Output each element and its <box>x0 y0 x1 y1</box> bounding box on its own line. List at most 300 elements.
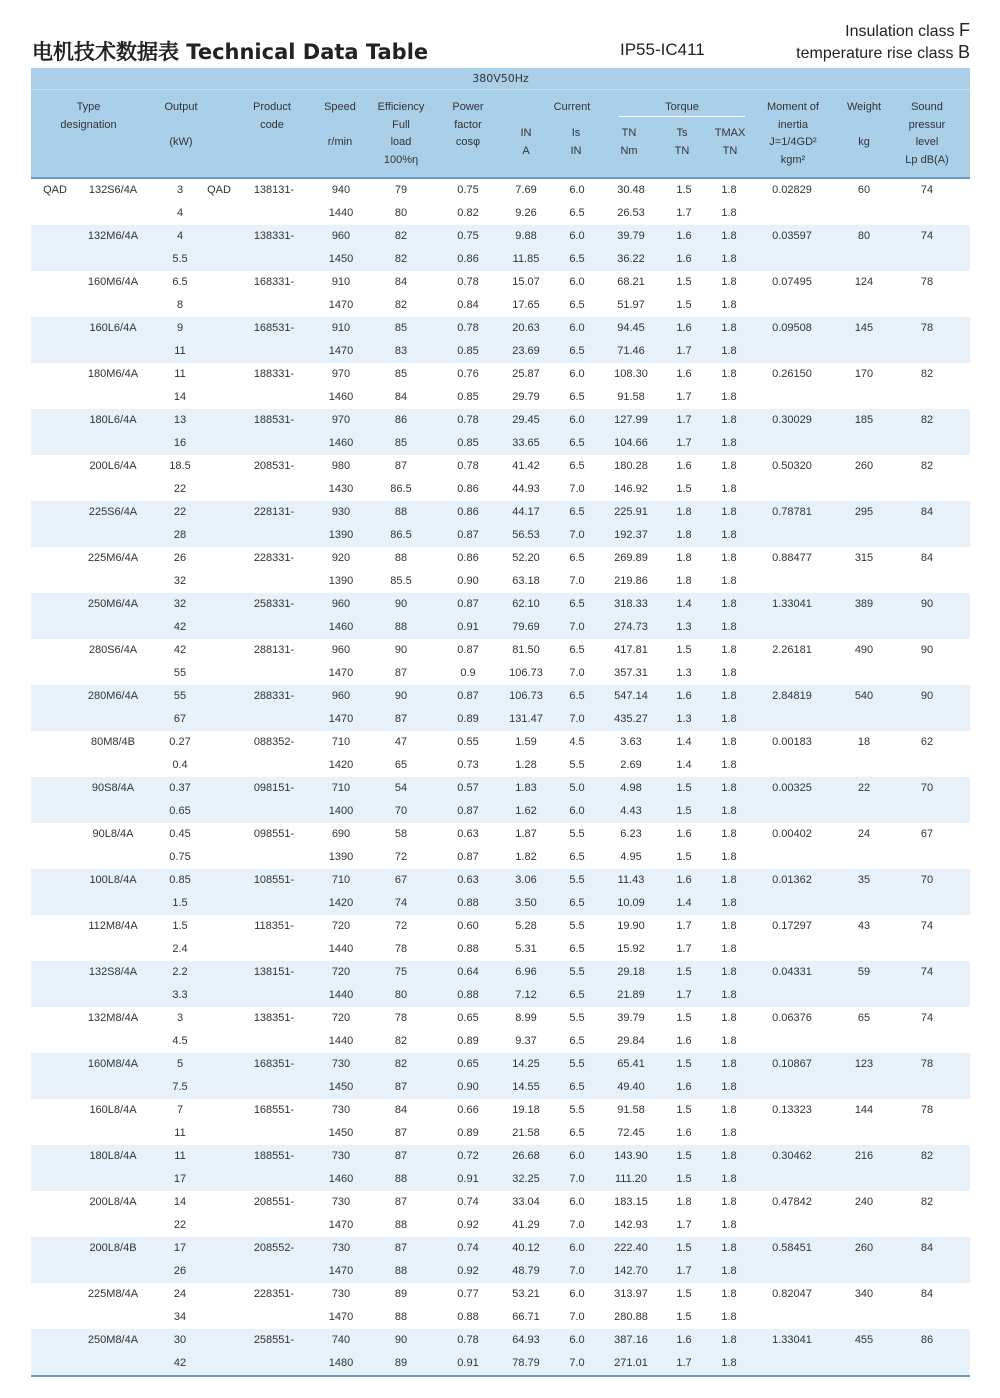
product-code-cell: 138131- <box>253 184 295 196</box>
speed-cell: 1390 <box>328 529 354 541</box>
output-cell: 0.85 <box>169 874 191 886</box>
header-efficiency-line: 100%η <box>383 153 419 166</box>
output-cell: 8 <box>176 299 184 311</box>
efficiency-cell: 90 <box>394 644 408 656</box>
current-in-cell: 131.47 <box>509 713 543 725</box>
efficiency-cell: 70 <box>394 805 408 817</box>
current-is-cell: 6.5 <box>569 460 585 472</box>
table-row <box>31 1191 970 1214</box>
torque-tn-cell: 4.43 <box>620 805 642 817</box>
table-row <box>31 1007 970 1030</box>
weight-cell: 65 <box>857 1012 871 1024</box>
current-is-cell: 6.5 <box>569 1081 585 1093</box>
speed-cell: 710 <box>331 736 351 748</box>
output-cell: 26 <box>173 552 187 564</box>
current-is-cell: 7.0 <box>569 575 585 587</box>
product-code-cell: 168351- <box>253 1058 295 1070</box>
table-body <box>31 179 970 1375</box>
torque-ts-cell: 1.5 <box>676 644 692 656</box>
current-in-cell: 66.71 <box>512 1311 540 1323</box>
torque-tmax-cell: 1.8 <box>721 1104 737 1116</box>
inertia-cell: 0.47842 <box>772 1196 812 1208</box>
motor-group <box>31 1053 970 1099</box>
torque-tmax-cell: 1.8 <box>721 782 737 794</box>
output-cell: 67 <box>173 713 187 725</box>
table-row <box>31 478 970 501</box>
header-sound-line: Lp dB(A) <box>905 153 949 166</box>
torque-ts-cell: 1.4 <box>676 598 692 610</box>
torque-ts-cell: 1.6 <box>676 322 692 334</box>
current-in-cell: 1.28 <box>515 759 537 771</box>
product-code-cell: 168551- <box>253 1104 295 1116</box>
torque-tn-cell: 104.66 <box>614 437 648 449</box>
efficiency-cell: 90 <box>394 690 408 702</box>
torque-tn-cell: 547.14 <box>614 690 648 702</box>
sound-level-cell: 62 <box>920 736 934 748</box>
torque-tmax-cell: 1.8 <box>721 299 737 311</box>
torque-ts-cell: 1.5 <box>676 1242 692 1254</box>
efficiency-cell: 87 <box>394 667 408 679</box>
efficiency-cell: 67 <box>394 874 408 886</box>
efficiency-cell: 87 <box>394 1127 408 1139</box>
table-row <box>31 501 970 524</box>
torque-tn-cell: 4.95 <box>620 851 642 863</box>
sound-level-cell: 74 <box>920 966 934 978</box>
table-row <box>31 1168 970 1191</box>
table-row <box>31 202 970 225</box>
torque-tn-cell: 36.22 <box>617 253 645 265</box>
torque-tmax-cell: 1.8 <box>721 1288 737 1300</box>
power-factor-cell: 0.55 <box>457 736 479 748</box>
torque-ts-cell: 1.5 <box>676 1104 692 1116</box>
header-speed-line: r/min <box>327 136 353 148</box>
product-code-cell: 188331- <box>253 368 295 380</box>
torque-tn-cell: 192.37 <box>614 529 648 541</box>
torque-ts-cell: 1.5 <box>676 966 692 978</box>
torque-tn-cell: 91.58 <box>617 391 645 403</box>
output-cell: 24 <box>173 1288 187 1300</box>
torque-ts-cell: 1.4 <box>676 759 692 771</box>
weight-cell: 60 <box>857 184 871 196</box>
current-is-cell: 7.0 <box>569 1357 585 1369</box>
power-factor-cell: 0.84 <box>457 299 479 311</box>
speed-cell: 730 <box>331 1058 351 1070</box>
motor-group <box>31 961 970 1007</box>
current-in-cell: 33.04 <box>512 1196 540 1208</box>
output-cell: 30 <box>173 1334 187 1346</box>
inertia-cell: 1.33041 <box>772 1334 812 1346</box>
torque-ts-cell: 1.4 <box>676 897 692 909</box>
output-cell: 11 <box>174 1127 186 1139</box>
power-factor-cell: 0.90 <box>457 1081 479 1093</box>
torque-ts-cell: 1.6 <box>676 874 692 886</box>
current-in-cell: 1.87 <box>515 828 537 840</box>
output-cell: 9 <box>176 322 184 334</box>
current-in-cell: 7.69 <box>515 184 537 196</box>
product-code-cell: 208531- <box>253 460 295 472</box>
torque-tmax-cell: 1.8 <box>721 920 737 932</box>
motor-group <box>31 1329 970 1375</box>
output-cell: 7.5 <box>172 1081 188 1093</box>
header-tmax-top: TMAX <box>714 127 746 139</box>
type-designation-cell: 80M8/4B <box>90 736 136 748</box>
current-is-cell: 7.0 <box>569 713 585 725</box>
header-product-code <box>245 99 299 134</box>
power-factor-cell: 0.78 <box>457 414 479 426</box>
inertia-cell: 0.88477 <box>772 552 812 564</box>
weight-cell: 43 <box>857 920 871 932</box>
speed-cell: 1470 <box>328 299 354 311</box>
torque-ts-cell: 1.6 <box>676 1081 692 1093</box>
weight-cell: 295 <box>854 506 874 518</box>
product-code-cell: 208552- <box>253 1242 295 1254</box>
current-is-cell: 6.0 <box>569 805 585 817</box>
torque-ts-cell: 1.7 <box>676 414 692 426</box>
table-header <box>31 68 970 179</box>
table-row <box>31 409 970 432</box>
torque-tmax-cell: 1.8 <box>721 1196 737 1208</box>
torque-tn-cell: 19.90 <box>617 920 645 932</box>
weight-cell: 455 <box>854 1334 874 1346</box>
torque-ts-cell: 1.7 <box>676 1357 692 1369</box>
weight-cell: 145 <box>854 322 874 334</box>
sound-level-cell: 78 <box>920 276 934 288</box>
header-output-line: (kW) <box>169 136 193 148</box>
speed-cell: 1400 <box>328 805 354 817</box>
torque-tmax-cell: 1.8 <box>721 437 737 449</box>
header-output-line: Output <box>164 101 198 113</box>
power-factor-cell: 0.86 <box>457 253 479 265</box>
current-in-cell: 9.88 <box>515 230 537 242</box>
weight-cell: 340 <box>854 1288 874 1300</box>
motor-group <box>31 593 970 639</box>
weight-cell: 490 <box>854 644 874 656</box>
power-factor-cell: 0.85 <box>457 391 479 403</box>
output-cell: 11 <box>174 368 186 380</box>
weight-cell: 22 <box>857 782 871 794</box>
motor-group <box>31 1237 970 1283</box>
table-row <box>31 1260 970 1283</box>
product-code-cell: 228351- <box>253 1288 295 1300</box>
torque-ts-cell: 1.8 <box>676 552 692 564</box>
current-in-cell: 19.18 <box>512 1104 540 1116</box>
torque-ts-cell: 1.6 <box>676 368 692 380</box>
torque-tn-cell: 15.92 <box>617 943 645 955</box>
torque-tmax-cell: 1.8 <box>721 1265 737 1277</box>
current-is-cell: 6.5 <box>569 437 585 449</box>
speed-cell: 710 <box>331 782 351 794</box>
torque-ts-cell: 1.7 <box>676 207 692 219</box>
sound-level-cell: 82 <box>920 1150 934 1162</box>
type-designation-cell: 280S6/4A <box>88 644 138 656</box>
type-designation-cell: 225M6/4A <box>87 552 139 564</box>
sound-level-cell: 84 <box>920 552 934 564</box>
weight-cell: 123 <box>854 1058 874 1070</box>
torque-tn-cell: 111.20 <box>614 1173 647 1185</box>
torque-tn-cell: 3.63 <box>620 736 642 748</box>
speed-cell: 720 <box>331 966 351 978</box>
torque-ts-cell: 1.5 <box>676 1012 692 1024</box>
motor-group <box>31 731 970 777</box>
torque-tn-cell: 142.70 <box>614 1265 648 1277</box>
power-factor-cell: 0.87 <box>457 851 479 863</box>
torque-tmax-cell: 1.8 <box>721 874 737 886</box>
speed-cell: 1450 <box>328 1081 354 1093</box>
output-cell: 4 <box>176 230 184 242</box>
product-code-cell: 098551- <box>253 828 295 840</box>
speed-cell: 1430 <box>328 483 354 495</box>
sound-level-cell: 86 <box>920 1334 934 1346</box>
header-efficiency <box>371 99 431 169</box>
current-is-cell: 4.5 <box>569 736 585 748</box>
current-in-cell: 33.65 <box>512 437 540 449</box>
table-row <box>31 1122 970 1145</box>
current-is-cell: 5.5 <box>569 1104 585 1116</box>
torque-tmax-cell: 1.8 <box>721 1012 737 1024</box>
torque-tmax-cell: 1.8 <box>721 184 737 196</box>
efficiency-cell: 90 <box>394 1334 408 1346</box>
current-is-cell: 6.5 <box>569 690 585 702</box>
table-row <box>31 823 970 846</box>
speed-cell: 1460 <box>328 621 354 633</box>
torque-tmax-cell: 1.8 <box>721 1058 737 1070</box>
current-is-cell: 5.5 <box>569 920 585 932</box>
header-weight-line: Weight <box>846 101 882 113</box>
current-in-cell: 29.79 <box>512 391 540 403</box>
speed-cell: 730 <box>331 1150 351 1162</box>
efficiency-cell: 87 <box>394 713 408 725</box>
power-factor-cell: 0.86 <box>457 552 479 564</box>
table-row <box>31 984 970 1007</box>
type-designation-cell: 250M6/4A <box>87 598 139 610</box>
sound-level-cell: 70 <box>920 782 934 794</box>
speed-cell: 1450 <box>328 253 354 265</box>
current-in-cell: 3.50 <box>515 897 537 909</box>
torque-tmax-cell: 1.8 <box>721 345 737 357</box>
torque-tn-cell: 71.46 <box>617 345 645 357</box>
output-cell: 17 <box>173 1173 187 1185</box>
current-in-cell: 106.73 <box>509 690 543 702</box>
table-row <box>31 317 970 340</box>
torque-tmax-cell: 1.8 <box>721 851 737 863</box>
output-cell: 5 <box>176 1058 184 1070</box>
efficiency-cell: 84 <box>394 1104 408 1116</box>
torque-tmax-cell: 1.8 <box>721 713 737 725</box>
sound-level-cell: 90 <box>920 598 934 610</box>
header-type-line: designation <box>60 118 117 131</box>
torque-ts-cell: 1.8 <box>676 575 692 587</box>
current-in-cell: 64.93 <box>512 1334 540 1346</box>
header-inertia-line: Moment of <box>767 101 819 113</box>
weight-cell: 240 <box>854 1196 874 1208</box>
power-factor-cell: 0.87 <box>457 598 479 610</box>
efficiency-cell: 83 <box>394 345 408 357</box>
speed-cell: 1440 <box>328 1035 354 1047</box>
current-in-cell: 9.37 <box>515 1035 537 1047</box>
table-row <box>31 1145 970 1168</box>
speed-cell: 920 <box>331 552 351 564</box>
output-cell: 0.4 <box>172 759 188 771</box>
speed-cell: 1460 <box>328 437 354 449</box>
output-cell: 14 <box>173 391 187 403</box>
torque-ts-cell: 1.5 <box>676 276 692 288</box>
current-is-cell: 6.0 <box>569 230 585 242</box>
efficiency-cell: 84 <box>394 391 408 403</box>
speed-cell: 1440 <box>328 207 354 219</box>
torque-tn-cell: 313.97 <box>614 1288 648 1300</box>
sound-level-cell: 74 <box>920 230 934 242</box>
inertia-cell: 0.13323 <box>772 1104 812 1116</box>
inertia-cell: 0.00183 <box>772 736 812 748</box>
torque-tmax-cell: 1.8 <box>721 644 737 656</box>
torque-tn-cell: 72.45 <box>617 1127 645 1139</box>
torque-tmax-cell: 1.8 <box>721 1242 737 1254</box>
header-in-bottom: A <box>522 144 530 157</box>
current-in-cell: 1.82 <box>515 851 537 863</box>
current-in-cell: 56.53 <box>512 529 540 541</box>
table-row <box>31 938 970 961</box>
header-sound <box>897 99 957 169</box>
torque-tn-cell: 49.40 <box>617 1081 645 1093</box>
header-weight-line <box>839 117 889 135</box>
current-in-cell: 23.69 <box>512 345 540 357</box>
torque-ts-cell: 1.3 <box>676 621 692 633</box>
current-in-cell: 79.69 <box>512 621 540 633</box>
table-row <box>31 432 970 455</box>
inertia-cell: 0.07495 <box>772 276 812 288</box>
torque-ts-cell: 1.6 <box>676 460 692 472</box>
type-designation-cell: 225S6/4A <box>88 506 138 518</box>
torque-tmax-cell: 1.8 <box>721 690 737 702</box>
torque-tn-cell: 318.33 <box>614 598 648 610</box>
efficiency-cell: 85 <box>394 368 408 380</box>
power-factor-cell: 0.9 <box>460 667 476 679</box>
speed-cell: 1440 <box>328 943 354 955</box>
torque-tmax-cell: 1.8 <box>721 598 737 610</box>
efficiency-cell: 86 <box>394 414 408 426</box>
inertia-cell: 0.58451 <box>772 1242 812 1254</box>
power-factor-cell: 0.86 <box>457 483 479 495</box>
motor-group <box>31 317 970 363</box>
power-factor-cell: 0.66 <box>457 1104 479 1116</box>
product-code-cell: 188551- <box>253 1150 295 1162</box>
torque-tmax-cell: 1.8 <box>721 460 737 472</box>
torque-tn-cell: 11.43 <box>617 874 645 886</box>
current-is-cell: 7.0 <box>569 1173 585 1185</box>
torque-ts-cell: 1.5 <box>676 483 692 495</box>
power-factor-cell: 0.75 <box>457 184 479 196</box>
product-code-cell: 088352- <box>253 736 295 748</box>
torque-ts-cell: 1.6 <box>676 1127 692 1139</box>
current-is-cell: 5.5 <box>569 966 585 978</box>
efficiency-cell: 82 <box>394 299 408 311</box>
current-is-cell: 6.0 <box>569 1196 585 1208</box>
header-type <box>51 99 126 134</box>
supply-voltage: 380V50Hz <box>31 68 970 90</box>
insulation-class <box>796 20 970 64</box>
power-factor-cell: 0.88 <box>457 1311 479 1323</box>
motor-group <box>31 271 970 317</box>
power-factor-cell: 0.74 <box>457 1196 479 1208</box>
speed-cell: 910 <box>331 322 351 334</box>
inertia-cell: 0.02829 <box>772 184 812 196</box>
efficiency-cell: 72 <box>394 920 408 932</box>
power-factor-cell: 0.85 <box>457 345 479 357</box>
torque-tn-cell: 21.89 <box>617 989 645 1001</box>
inertia-cell: 1.33041 <box>772 598 812 610</box>
torque-tmax-cell: 1.8 <box>721 207 737 219</box>
torque-tn-cell: 225.91 <box>614 506 648 518</box>
type-designation-cell: 200L8/4B <box>89 1242 137 1254</box>
current-is-cell: 6.0 <box>569 1334 585 1346</box>
header-sound-line: Sound <box>911 101 943 113</box>
torque-ts-cell: 1.6 <box>676 1334 692 1346</box>
page-header <box>0 0 1000 68</box>
current-is-cell: 6.0 <box>569 368 585 380</box>
header-tmax-bottom: TN <box>722 144 738 157</box>
current-is-cell: 6.5 <box>569 299 585 311</box>
torque-ts-cell: 1.8 <box>676 529 692 541</box>
efficiency-cell: 82 <box>394 253 408 265</box>
weight-cell: 35 <box>857 874 871 886</box>
inertia-cell: 0.09508 <box>772 322 812 334</box>
output-cell: 32 <box>173 598 187 610</box>
current-is-cell: 6.0 <box>569 1150 585 1162</box>
output-cell: 22 <box>173 1219 187 1231</box>
efficiency-cell: 74 <box>394 897 408 909</box>
header-weight <box>839 99 889 152</box>
speed-cell: 720 <box>331 1012 351 1024</box>
output-cell: 16 <box>173 437 187 449</box>
motor-group <box>31 639 970 685</box>
current-is-cell: 6.5 <box>569 253 585 265</box>
output-cell: 14 <box>173 1196 187 1208</box>
header-is-top: Is <box>571 127 581 139</box>
power-factor-cell: 0.91 <box>457 1357 479 1369</box>
speed-cell: 1470 <box>328 1265 354 1277</box>
output-cell: 2.4 <box>172 943 188 955</box>
torque-ts-cell: 1.3 <box>676 667 692 679</box>
torque-tmax-cell: 1.8 <box>721 575 737 587</box>
product-code-cell: 258331- <box>253 598 295 610</box>
torque-tn-cell: 180.28 <box>614 460 648 472</box>
sound-level-cell: 67 <box>920 828 934 840</box>
torque-tmax-cell: 1.8 <box>721 483 737 495</box>
sound-level-cell: 74 <box>920 1012 934 1024</box>
product-code-cell: 108551- <box>253 874 295 886</box>
current-in-cell: 21.58 <box>512 1127 540 1139</box>
torque-ts-cell: 1.6 <box>676 253 692 265</box>
header-current: Current <box>553 101 591 113</box>
power-factor-cell: 0.87 <box>457 644 479 656</box>
power-factor-cell: 0.65 <box>457 1058 479 1070</box>
inertia-cell: 0.00325 <box>772 782 812 794</box>
motor-group <box>31 1191 970 1237</box>
current-is-cell: 6.5 <box>569 598 585 610</box>
table-row <box>31 1053 970 1076</box>
speed-cell: 1440 <box>328 989 354 1001</box>
speed-cell: 690 <box>331 828 351 840</box>
current-is-cell: 6.5 <box>569 345 585 357</box>
type-designation-cell: 200L6/4A <box>89 460 137 472</box>
header-pf-line: factor <box>454 118 482 131</box>
current-is-cell: 6.5 <box>569 897 585 909</box>
torque-tn-cell: 357.31 <box>614 667 648 679</box>
output-cell: 13 <box>173 414 187 426</box>
speed-cell: 730 <box>331 1242 351 1254</box>
type-designation-cell: 160L6/4A <box>89 322 137 334</box>
torque-tn-cell: 91.58 <box>617 1104 645 1116</box>
